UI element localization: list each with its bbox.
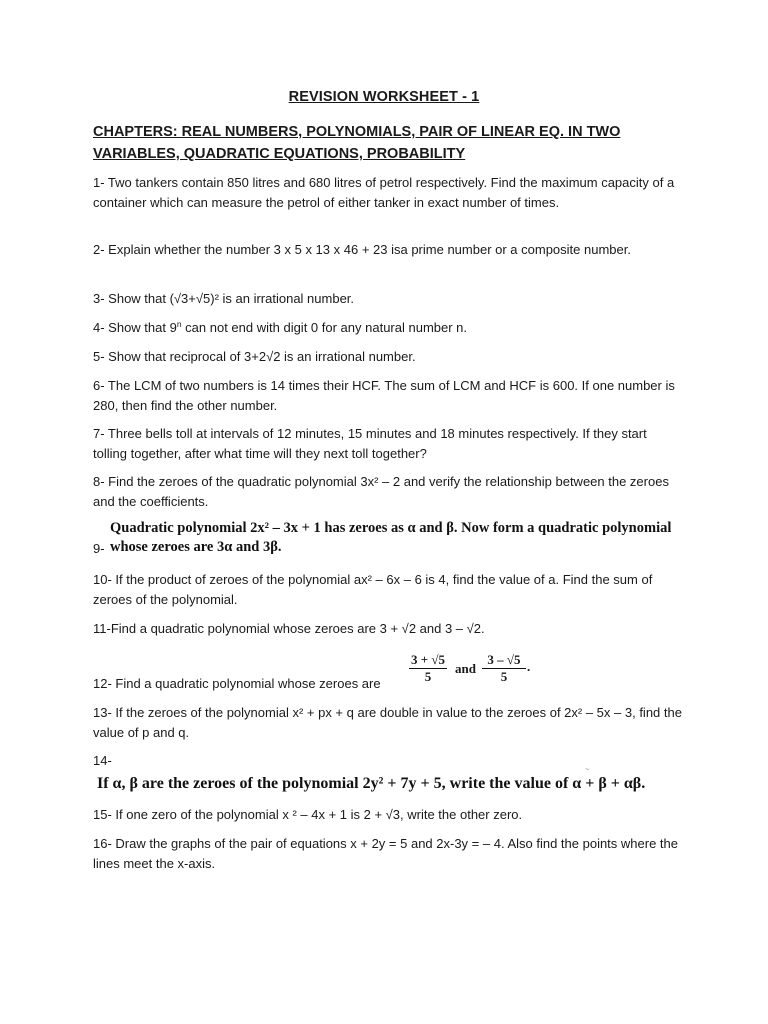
question-8: 8- Find the zeroes of the quadratic polynomial 3x² – 2 and verify the relationship between the zeroes and the coefficients. [93,474,669,509]
q12-fraction-2-numerator: 3 – √5 [482,652,526,669]
q12-period: . [527,659,531,674]
q12-and: and [455,661,476,676]
question-4-text-b: can not end with digit 0 for any natural number n. [181,320,468,335]
question-13: 13- If the zeroes of the polynomial x² + px + q are double in value to the zeroes of 2x² – 5x – 3, find the value of p and q. [93,705,682,740]
q12-fraction-1-denominator: 5 [424,669,432,684]
q12-fraction-1-numerator: 3 + √5 [410,652,446,667]
question-15: 15- If one zero of the polynomial x ² – 4x + 1 is 2 + √3, write the other zero. [93,807,523,822]
question-2: 2- Explain whether the number 3 x 5 x 13 x 46 + 23 isa prime number or a composite number. [93,242,631,257]
q12-fraction-2-denominator: 5 [500,669,508,684]
question-4-exponent: n [176,319,182,329]
question-5: 5- Show that reciprocal of 3+2√2 is an irrational number. [93,349,416,364]
question-1: 1- Two tankers contain 850 litres and 680 litres of petrol respectively. Find the maximum capacity of a container which can measure the petrol of either tanker in exact number of times. [93,175,675,210]
question-14-number: 14- [93,753,112,768]
question-9-image-text: Quadratic polynomial 2x² – 3x + 1 has zeroes as α and β. Now form a quadratic polynomial whose zeroes are 3α and 3β. [110,520,672,555]
question-3: 3- Show that (√3+√5)² is an irrational number. [93,291,355,306]
stray-mark: ~ [585,765,590,774]
question-14-image-text: If α, β are the zeroes of the polynomial 2y² + 7y + 5, write the value of α + β + αβ. [97,775,646,792]
worksheet-title: REVISION WORKSHEET - 1 [288,89,480,105]
question-10: 10- If the product of zeroes of the polynomial ax² – 6x – 6 is 4, find the value of a. Find the sum of zeroes of the polynomial. [93,572,653,607]
question-16: 16- Draw the graphs of the pair of equations x + 2y = 5 and 2x-3y = – 4. Also find the points where the lines meet the x-axis. [93,836,678,871]
question-11: 11-Find a quadratic polynomial whose zeroes are 3 + √2 and 3 – √2. [93,621,485,636]
question-7: 7- Three bells toll at intervals of 12 minutes, 15 minutes and 18 minutes respectively. If they start tolling together, after what time will they next toll together? [93,426,647,461]
question-4-text-a: 4- Show that 9 [93,320,177,335]
question-12: 12- Find a quadratic polynomial whose zeroes are [93,676,381,691]
question-6: 6- The LCM of two numbers is 14 times their HCF. The sum of LCM and HCF is 600. If one number is 280, then find the other number. [93,378,675,413]
question-4 [93,318,683,338]
question-9-number: 9- [93,541,105,556]
chapters-heading: CHAPTERS: REAL NUMBERS, POLYNOMIALS, PAIR OF LINEAR EQ. IN TWO VARIABLES, QUADRATIC EQUATIONS, PROBABILITY [93,124,621,162]
